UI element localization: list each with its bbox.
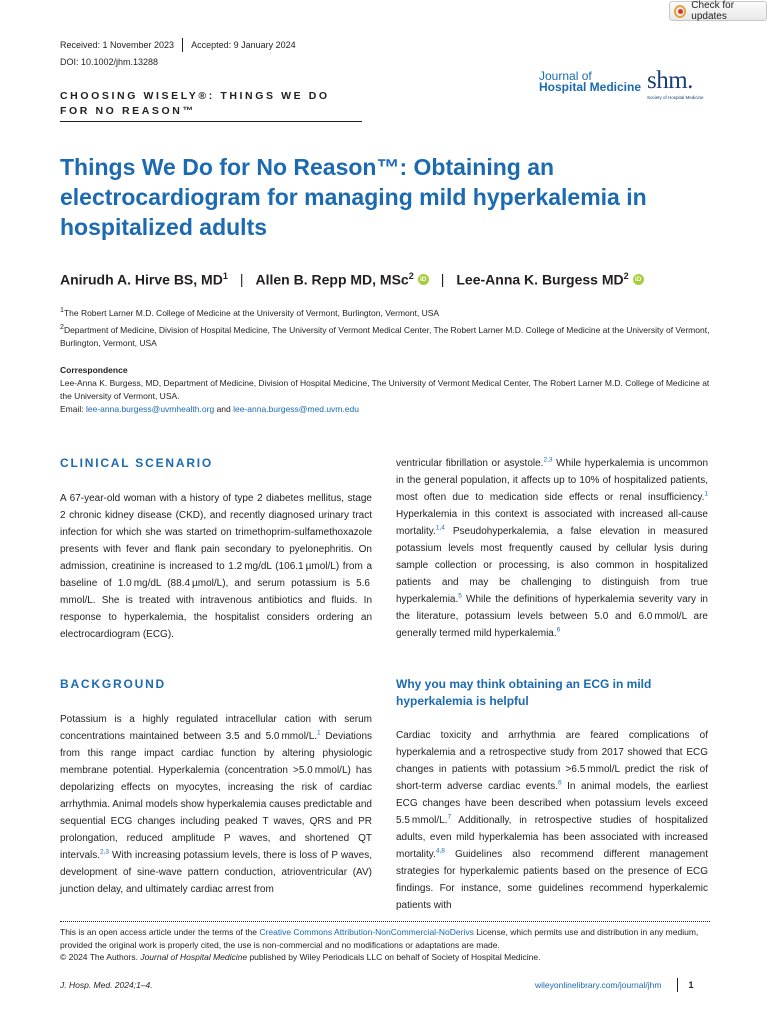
affiliation-2: $^2$Department of Medicine, Division of Hospital Medicine, The University of Vermont Medical Center, The Robert Larner M.D. College of Medicine at the University of Vermont, Burlington, Vermont, USA <box>60 323 710 348</box>
citation-link[interactable]: 1 <box>704 490 708 498</box>
author-2[interactable]: Allen B. Repp MD, MSc$^2$ <box>255 271 414 288</box>
update-badge-icon <box>674 5 686 18</box>
series-rule <box>60 121 362 122</box>
affiliation-1: $^1$The Robert Larner M.D. College of Medicine at the University of Vermont, Burlington, Vermont, USA <box>60 306 440 318</box>
shm-logo[interactable] <box>647 69 704 100</box>
email-link-1[interactable]: lee-anna.burgess@uvmhealth.org <box>86 404 215 414</box>
author-3[interactable]: Lee-Anna K. Burgess $MD^2$ <box>456 271 629 288</box>
citation-link[interactable]: 4,8 <box>435 847 445 855</box>
citation-link[interactable]: 2,3 <box>100 848 110 856</box>
footer-right <box>535 978 693 992</box>
background-heading: BACKGROUND <box>60 677 166 691</box>
citation-link[interactable]: 1 <box>317 729 321 737</box>
accepted-date: Accepted: 9 January 2024 <box>191 40 296 50</box>
correspondence <box>60 364 710 416</box>
email-link-2[interactable]: lee-anna.burgess@med.uvm.edu <box>233 404 359 414</box>
correspondence-email: Email: lee-anna.burgess@uvmhealth.org and lee-anna.burgess@med.uvm.edu <box>60 404 359 414</box>
why-helpful-heading: Why you may think obtaining an ECG in mild hyperkalemia is helpful <box>396 677 652 708</box>
article-title: Things We Do for No Reason™: Obtaining an electrocardiogram for managing mild hyperkalemia in hospitalized adults <box>60 154 647 240</box>
clinical-scenario-heading: CLINICAL SCENARIO <box>60 456 214 470</box>
journal-logo-line2: Hospital Medicine <box>539 80 642 94</box>
clinical-scenario-text: A 67-year-old woman with a history of type 2 diabetes mellitus, stage 2 chronic kidney disease (CKD), and recently diagnosed urinary tract infection for which she was started on trimethoprim-sulfamethoxazole presents with fever and flank pain secondary to pyelonephritis. On admission, creatinine is increased to 1.2 mg/dL (106.1 µmol/L) from a baseline of 1.0 mg/dL (88.4 µmol/L), and serum potassium is 5.6 mmol/L. She is treated with intravenous antibiotics and fluids. In response to hyperkalemia, the hospitalist considers ordering an electrocardiogram (ECG). <box>60 493 372 640</box>
shm-logo-text: shm. <box>647 67 693 94</box>
orcid-icon[interactable]: iD <box>418 274 429 285</box>
correspondence-heading: Correspondence <box>60 365 128 375</box>
citation-link[interactable]: 7 <box>447 813 452 821</box>
orcid-icon[interactable]: iD <box>633 274 644 285</box>
page-number: 1 <box>688 980 694 990</box>
license-divider <box>60 921 710 922</box>
citation-link[interactable]: 1,4 <box>435 524 445 532</box>
received-date: Received: 1 November 2023 <box>60 40 175 50</box>
why-helpful-text: Cardiac toxicity and arrhythmia are feared complications of hyperkalemia and a retrospective study from 2017 showed that ECG changes in patients with potassium >6.5 mmol/L predict the risk of short-term adverse cardiac events.$^6$ In animal models, the earliest ECG changes have been described when potassium levels exceed 5.5 mmol/L.$^7$ Additionally, in retrospective studies of hospitalized adults, even mild hyperkalemia has been associated with increased mortality.$^{4,8}$ Guidelines also recommend different management strategies for hyperkalemic patients based on the presence of ECG findings. For instance, some guidelines recommend hyperkalemic patients with <box>396 730 708 911</box>
citation-link[interactable]: 6 <box>558 779 562 787</box>
check-for-updates-button[interactable] <box>669 1 767 21</box>
license-link[interactable]: Creative Commons Attribution-NonCommercial-NoDerivs <box>259 927 474 937</box>
page-divider <box>677 978 678 992</box>
footer-citation: J. Hosp. Med. 2024;1–4. <box>60 980 153 990</box>
journal-url-link[interactable]: wileyonlinelibrary.com/journal/jhm <box>535 980 662 990</box>
author-separator: | <box>440 271 445 288</box>
journal-logo[interactable] <box>539 71 641 93</box>
license-notice: This is an open access article under the terms of the Creative Commons Attribution-NonCommercial-NoDerivs License, which permits use and distribution in any medium, provided the original work is properly cited, the use is non-commercial and no modifications or adaptations are made. © 2024 The Authors. Journal of Hospital Medicine published by Wiley Periodicals LLC on behalf of Society of Hospital Medicine. <box>60 927 699 962</box>
correspondence-body: Lee-Anna K. Burgess, MD, Department of Medicine, Division of Hospital Medicine, The University of Vermont Medical Center, The Robert Larner M.D. College of Medicine at the University of Vermont, USA. <box>60 378 710 401</box>
article-dates <box>60 38 296 52</box>
author-1[interactable]: Anirudh A. Hirve BS, $MD^1$ <box>60 271 228 288</box>
check-for-updates-label: Check for updates <box>691 0 735 22</box>
date-divider <box>182 38 183 52</box>
journal-logo-line1: Journal of <box>539 69 592 83</box>
author-list <box>60 271 720 288</box>
citation-link[interactable]: 2,3 <box>543 456 553 464</box>
citation-link[interactable]: 6 <box>556 626 561 634</box>
background-text: Potassium is a highly regulated intracellular cation with serum concentrations maintained between 3.5 and 5.0 mmol/L.$^1$ Deviations from this range impact cardiac function by altering physiologic membrane potential. Hyperkalemia (concentration >5.0 mmol/L) has depolarizing effects on myocytes, increasing the risk of cardiac arrhythmia. Animal models show hyperkalemia causes predictable and sequential ECG changes including peaked T waves, QRS and PR prolongation, reduced amplitude P waves, and shortened QT intervals.$^{2,3}$ With increasing potassium levels, there is loss of P waves, development of sine-wave pattern conduction, atrioventricular (AV) junction delay, and ultimately cardiac arrest from <box>60 714 373 895</box>
shm-logo-subtitle: Society of Hospital Medicine <box>647 95 704 100</box>
author-separator: | <box>239 271 244 288</box>
doi: DOI: 10.1002/jhm.13288 <box>60 57 159 67</box>
background-continued-text: ventricular fibrillation or asystole.$^{2,3}$ While hyperkalemia is uncommon in the general population, it affects up to 10% of hospitalized patients, most often due to medication side effects or renal insufficiency.$^1$ Hyperkalemia in this context is associated with increased all-cause mortality.$^{1,4}$ Pseudohyperkalemia, a false elevation in measured potassium levels most frequently caused by cellular lysis during sample collection or processing, is also common in hospitalized patients and may be challenging to distinguish from true hyperkalemia.$^5$ While the definitions of hyperkalemia severity vary in the literature, potassium levels between 5.0 and 6.0 mmol/L are generally termed mild hyperkalemia.$^6$ <box>396 456 709 639</box>
citation-link[interactable]: 5 <box>458 592 462 600</box>
series-title: CHOOSING WISELY®: THINGS WE DO FOR NO REASON™ <box>60 90 330 117</box>
